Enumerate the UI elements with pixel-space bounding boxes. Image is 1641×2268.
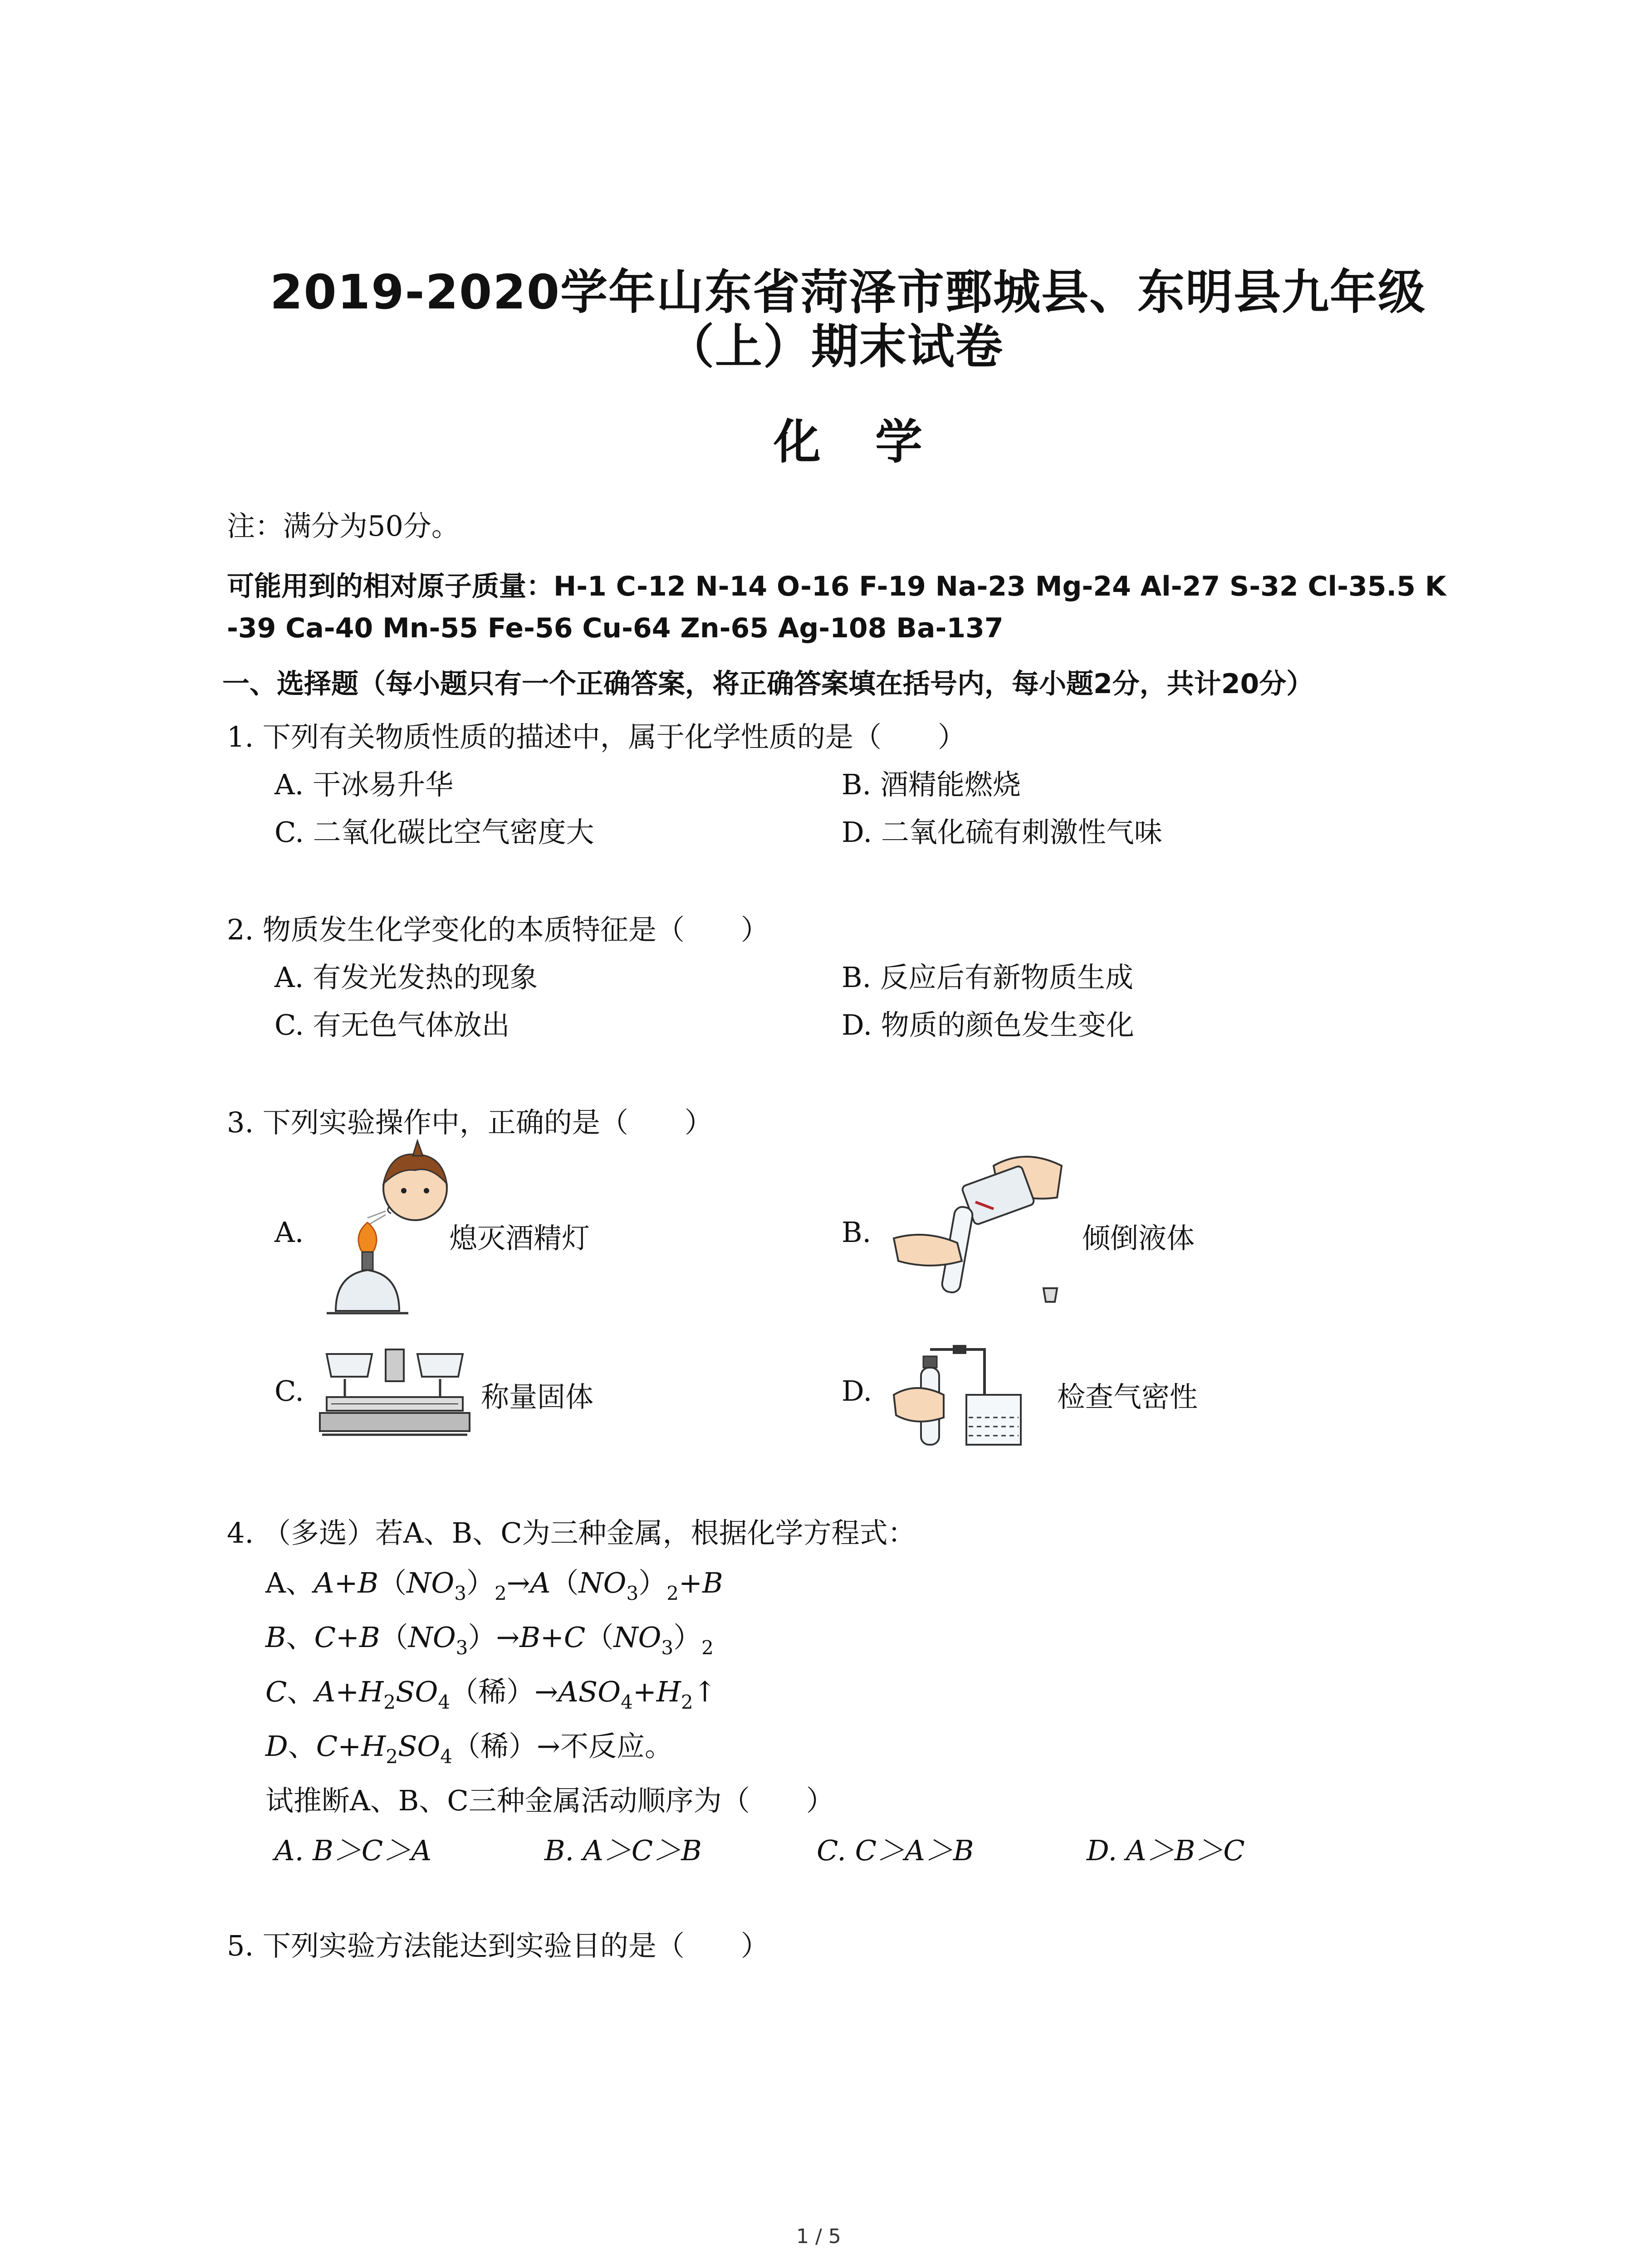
q1-stem: 1. 下列有关物质性质的描述中，属于化学性质的是（ ）: [227, 720, 966, 753]
q4-option-c: C. C＞A＞B: [817, 1834, 974, 1867]
q4-option-b: B. A＞C＞B: [544, 1834, 702, 1867]
balance-weighing-figure: [318, 1336, 472, 1440]
q2-option-b: B. 反应后有新物质生成: [842, 961, 1133, 994]
q1-option-d: D. 二氧化硫有刺激性气味: [842, 816, 1162, 849]
q3-option-b-letter: B.: [842, 1216, 872, 1249]
airtightness-check-figure: [889, 1331, 1062, 1449]
atomic-masses-line1: 可能用到的相对原子质量：H-1 C-12 N-14 O-16 F-19 Na-23 Mg-24 Al-27 S-32 Cl-35.5 K: [227, 571, 1446, 602]
q3-stem: 3. 下列实验操作中，正确的是（ ）: [227, 1106, 713, 1139]
q2-option-d: D. 物质的颜色发生变化: [842, 1008, 1134, 1041]
q1-option-b: B. 酒精能燃烧: [842, 768, 1021, 801]
score-note: 注：满分为50分。: [227, 509, 460, 543]
q2-stem: 2. 物质发生化学变化的本质特征是（ ）: [227, 913, 769, 946]
q2-option-a: A. 有发光发热的现象: [274, 961, 538, 994]
q5-stem: 5. 下列实验方法能达到实验目的是（ ）: [227, 1929, 769, 1962]
q4-equation-a: A、$A+B(NO_3)_2\to A(NO_3)_2+B$: [265, 1566, 723, 1604]
subject-title: 化学: [774, 414, 977, 469]
page-title-line2: （上）期末试卷: [667, 319, 1004, 374]
q4-ask: 试推断A、B、C三种金属活动顺序为（ ）: [265, 1784, 834, 1817]
alcohol-lamp-blowing-figure: [318, 1139, 467, 1325]
q3-option-b-label: 倾倒液体: [1082, 1222, 1195, 1255]
atomic-masses-line2: -39 Ca-40 Mn-55 Fe-56 Cu-64 Zn-65 Ag-108 Ba-137: [227, 612, 1004, 644]
q3-option-c-label: 称量固体: [481, 1380, 594, 1413]
q2-option-c: C. 有无色气体放出: [274, 1008, 510, 1041]
q3-option-d-letter: D.: [842, 1374, 872, 1408]
page-number: 1 / 5: [796, 2225, 841, 2248]
pouring-liquid-figure: [889, 1148, 1080, 1311]
section-heading: 一、选择题（每小题只有一个正确答案，将正确答案填在括号内，每小题2分，共计20分）: [222, 668, 1314, 700]
q3-option-c-letter: C.: [274, 1374, 304, 1408]
q1-option-a: A. 干冰易升华: [274, 768, 454, 801]
q4-option-d: D. A＞B＞C: [1087, 1834, 1245, 1867]
q4-equation-d: D、$C+H_2SO_4$（稀）→不反应。: [265, 1730, 673, 1768]
q4-option-a: A. B＞C＞A: [274, 1834, 431, 1867]
q1-option-c: C. 二氧化碳比空气密度大: [274, 816, 594, 849]
page-title-line1: 2019-2020学年山东省菏泽市鄄城县、东明县九年级: [270, 264, 1426, 320]
q4-equation-b: B、$C+B(NO_3)\to B+C(NO_3)_2$: [265, 1621, 714, 1659]
q3-option-a-letter: A.: [274, 1216, 304, 1249]
q3-option-d-label: 检查气密性: [1057, 1380, 1198, 1413]
q3-option-a-label: 熄灭酒精灯: [449, 1222, 590, 1255]
q4-equation-c: C、$A+H_2SO_4$（稀）$\to ASO_4+H_2↑$: [265, 1675, 717, 1713]
q4-stem: 4. （多选）若A、B、C为三种金属，根据化学方程式：: [227, 1516, 916, 1549]
